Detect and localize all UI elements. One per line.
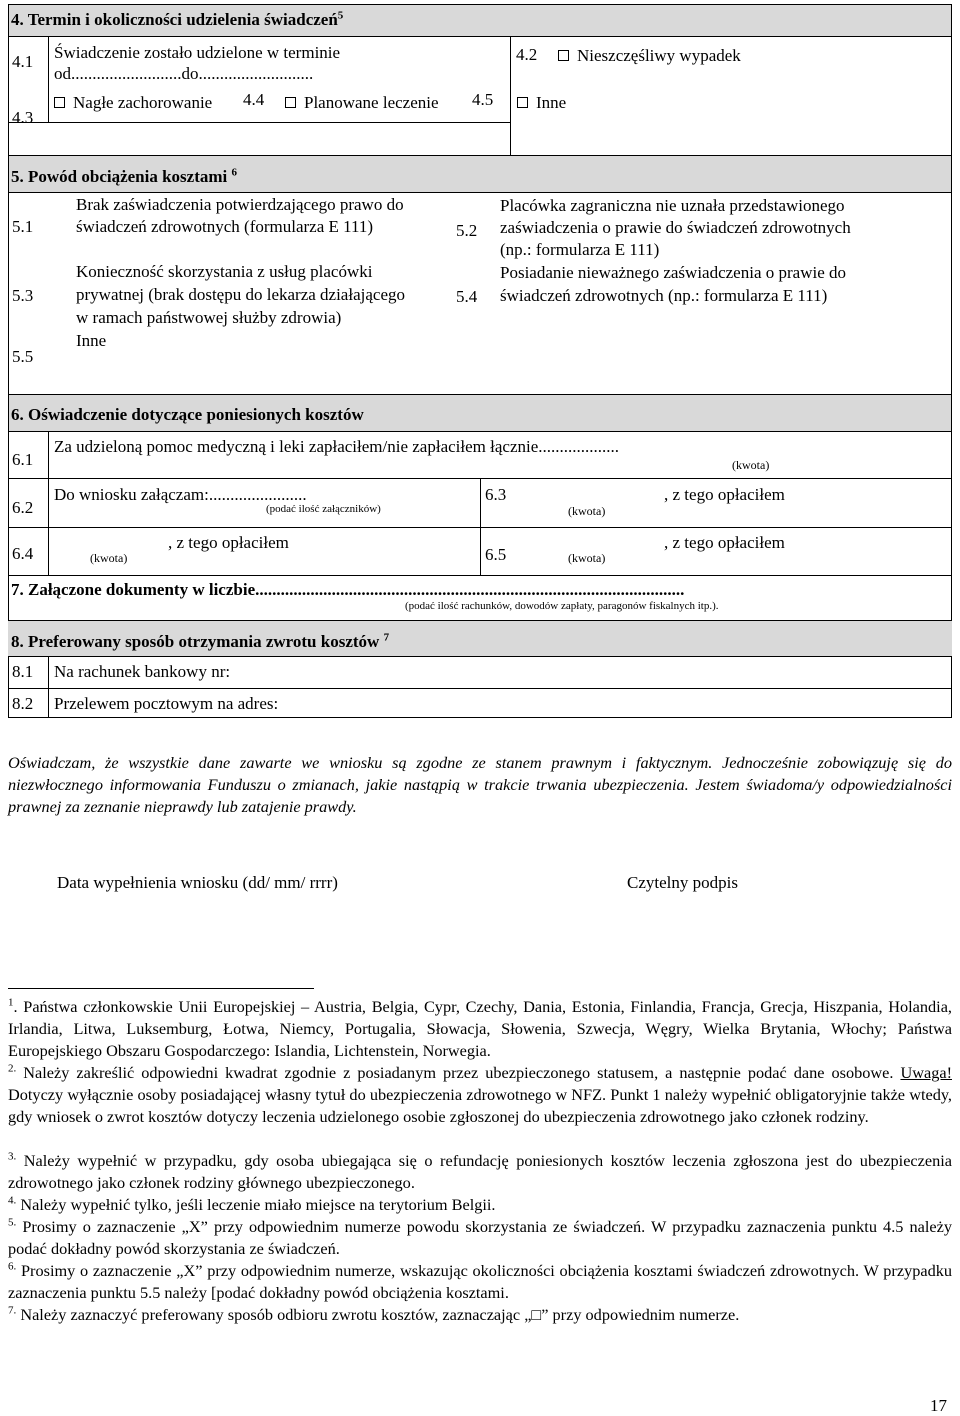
section-6-title: 6. Oświadczenie dotyczące poniesionych kosztów	[11, 405, 364, 424]
footnote-3: $^{3.}$ Należy wypełnić w przypadku, gdy osoba ubiegająca się o refundację poniesionych kosztów leczenia zgłoszona jest do ubezpieczenia zdrowotnego jako członek rodziny głównego ubezpieczonego.	[8, 1150, 952, 1192]
section-5-title: 5. Powód obciążenia kosztami $^6$	[11, 166, 238, 186]
item-6-2-number: 6.2	[12, 498, 34, 517]
item-5-3-line3: w ramach państwowej służby zdrowia)	[76, 308, 342, 327]
page-number: 17	[930, 1396, 947, 1415]
item-4-5-number: 4.5	[472, 90, 494, 109]
checkbox-icon[interactable]	[558, 50, 569, 61]
item-4-4[interactable]: Planowane leczenie	[285, 93, 439, 113]
item-4-2-number: 4.2	[516, 45, 538, 64]
item-6-5-paid[interactable]: , z tego opłaciłem	[664, 533, 785, 552]
footnote-1: $^1$. Państwa członkowskie Unii Europejskiej – Austria, Belgia, Cypr, Czechy, Dania, Estonia, Finlandia, Francja, Grecja, Hiszpania, Holandia, Irlandia, Litwa, Luksemburg, Łotwa, Niemcy, Portugalia, Słowacja, Słowenia, Szwecja, Węgry, Wielka Brytania, Włochy; Państwa Europejskiego Obszaru Gospodarczego: Islandia, Lichtenstein, Norwegia.	[8, 996, 952, 1060]
item-5-1-number: 5.1	[12, 217, 34, 236]
item-8-2-text[interactable]: Przelewem pocztowym na adres:	[54, 694, 279, 713]
item-5-1-line1: Brak zaświadczenia potwierdzającego prawo do	[76, 195, 404, 214]
item-5-5-text: Inne	[76, 331, 107, 350]
item-5-3-line2: prywatnej (brak dostępu do lekarza działającego	[76, 285, 405, 304]
item-5-2-number: 5.2	[456, 221, 478, 240]
checkbox-icon[interactable]	[54, 97, 65, 108]
footnote-4: $^{4.}$ Należy wypełnić tylko, jeśli leczenie miało miejsce na terytorium Belgii.	[8, 1194, 496, 1214]
footnote-5: $^{5.}$ Prosimy o zaznaczenie „X” przy odpowiednim numerze powodu skorzystania ze świadczeń. W przypadku zaznaczenia punktu 4.5 należy podać dokładny powód skorzystania ze świadczeń.	[8, 1216, 952, 1258]
item-5-2-line2: zaświadczenia o prawie do świadczeń zdrowotnych	[500, 218, 851, 237]
item-6-1-number: 6.1	[12, 450, 34, 469]
footnote-6: $^{6.}$ Prosimy o zaznaczenie „X” przy odpowiednim numerze, wskazując okoliczności obciążenia kosztami świadczeń zdrowotnych. W przypadku zaznaczenia punktu 5.5 należy [podać dokładny powód obciążenia kosztami.	[8, 1260, 952, 1302]
section-7-sub: (podać ilość rachunków, dowodów zapłaty, paragonów fiskalnych itp.).	[405, 600, 719, 612]
item-8-1-number: 8.1	[12, 662, 34, 681]
item-6-3-paid[interactable]: , z tego opłaciłem	[664, 485, 785, 504]
item-5-2-line1: Placówka zagraniczna nie uznała przedstawionego	[500, 196, 845, 215]
item-5-4-line2: świadczeń zdrowotnych (np.: formularza E 111)	[500, 286, 828, 305]
checkbox-icon[interactable]	[517, 97, 528, 108]
section-8-title: 8. Preferowany sposób otrzymania zwrotu kosztów $^7$	[11, 631, 390, 651]
item-8-1-text[interactable]: Na rachunek bankowy nr:	[54, 662, 231, 681]
item-6-4-number: 6.4	[12, 544, 34, 563]
item-5-4-line1: Posiadanie nieważnego zaświadczenia o prawie do	[500, 263, 846, 282]
signature-label[interactable]: Czytelny podpis	[627, 873, 738, 892]
item-6-4-paid[interactable]: , z tego opłaciłem	[168, 533, 289, 552]
item-6-3-kwota: (kwota)	[568, 504, 606, 518]
item-4-1-number: 4.1	[12, 52, 34, 71]
item-6-1-text[interactable]: Za udzieloną pomoc medyczną i leki zapłaciłem/nie zapłaciłem łącznie...................	[54, 437, 620, 456]
item-4-1-text: Świadczenie zostało udzielone w terminie	[54, 43, 341, 62]
item-4-1-dates[interactable]: od..........................do...........................	[54, 64, 314, 83]
item-6-3-number: 6.3	[485, 485, 507, 504]
footnote-2: $^{2.}$ Należy zakreślić odpowiedni kwadrat zgodnie z posiadanym przez ubezpieczonego statusem, a następnie podać dane osobowe. Uwaga! Dotyczy wyłącznie osoby posiadającej własny tytuł do ubezpieczenia zdrowotnego w NFZ. Punkt 1 należy wypełnić obligatoryjnie także wtedy, gdy wniosek o zwrot kosztów dotyczy leczenia udzielonego osobie zgłoszonej do ubezpieczenia zdrowotnego jako członek rodziny.	[8, 1062, 952, 1126]
item-6-5-number: 6.5	[485, 545, 507, 564]
declaration: Oświadczam, że wszystkie dane zawarte we wniosku są zgodne ze stanem prawnym i faktycznym. Jednocześnie zobowiązuję się do niezwłocznego informowania Funduszu o zmianach, jakie nastąpią w trakcie trwania ubezpieczenia. Jestem świadoma/y odpowiedzialności prawnej za zeznanie nieprawdy lub zatajenie prawdy.	[8, 753, 952, 816]
item-5-5-number: 5.5	[12, 347, 34, 366]
item-6-2-text[interactable]: Do wniosku załączam:.......................	[54, 485, 307, 504]
section-7-dots[interactable]: .....................................................................................................	[255, 580, 685, 599]
item-5-1-line2: świadczeń zdrowotnych (formularza E 111)	[76, 217, 374, 236]
item-6-4-kwota: (kwota)	[90, 551, 128, 565]
footnote-7: $^{7.}$ Należy zaznaczyć preferowany sposób odbioru zwrotu kosztów, zaznaczając „□” przy odpowiednim numerze.	[8, 1304, 740, 1324]
item-5-4-number: 5.4	[456, 287, 478, 306]
item-6-2-sub: (podać ilość załączników)	[266, 503, 381, 515]
section-7-title: 7. Załączone dokumenty w liczbie.....................................................................................................	[11, 580, 685, 599]
item-4-4-number: 4.4	[243, 90, 265, 109]
item-8-2-number: 8.2	[12, 694, 34, 713]
item-4-2[interactable]: Nieszczęśliwy wypadek	[558, 46, 741, 66]
item-6-5-kwota: (kwota)	[568, 551, 606, 565]
section-4-title: 4. Termin i okoliczności udzielenia świadczeń$^5$	[11, 9, 344, 29]
item-5-3-line1: Konieczność skorzystania z usług placówki	[76, 262, 373, 281]
date-label[interactable]: Data wypełnienia wniosku (dd/ mm/ rrrr)	[57, 873, 338, 892]
item-4-3-number: 4.3	[12, 108, 34, 127]
item-6-1-kwota: (kwota)	[732, 458, 770, 472]
item-4-5[interactable]: Inne	[517, 93, 566, 113]
checkbox-icon[interactable]	[285, 97, 296, 108]
item-4-3[interactable]: Nagłe zachorowanie	[54, 93, 212, 113]
item-5-3-number: 5.3	[12, 286, 34, 305]
item-5-2-line3: (np.: formularza E 111)	[500, 240, 660, 259]
